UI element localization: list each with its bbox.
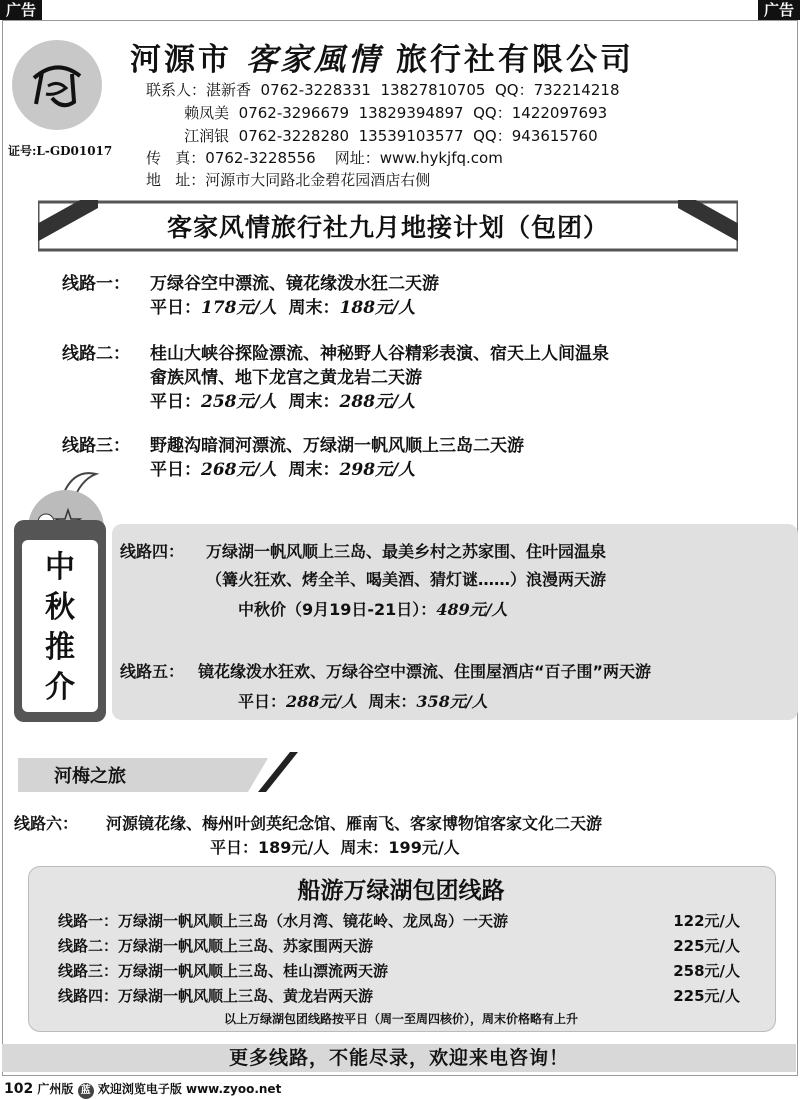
weekday-price: 268元/人 xyxy=(201,460,277,480)
edition-badge-icon: 蓝 xyxy=(78,1083,94,1099)
logo-mark-icon xyxy=(12,40,102,130)
route-4-label: 线路四： xyxy=(120,542,185,561)
contact-line-3: 江润银 0762-3228280 13539103577 QQ：943615760 xyxy=(146,127,598,145)
route-6-label: 线路六： xyxy=(14,814,79,833)
footer-slogan: 更多线路，不能尽录，欢迎来电咨询！ xyxy=(228,1047,569,1069)
weekday-price: 288元/人 xyxy=(286,692,358,711)
weekend-price: 188元/人 xyxy=(339,298,416,318)
mid-autumn-price: 489元/人 xyxy=(436,600,508,619)
weekday-label: 平日： xyxy=(150,460,201,480)
weekday-label: 平日： xyxy=(150,392,201,412)
route-4-desc-2: （篝火狂欢、烤全羊、喝美酒、猜灯谜……）浪漫两天游 xyxy=(206,570,607,589)
route-6-price xyxy=(210,836,460,860)
company-prefix: 河源市 xyxy=(130,42,232,78)
boat-route-price: 225元/人 xyxy=(673,987,740,1005)
route-1-price xyxy=(150,296,415,320)
contact-line-1: 联系人：湛新香 0762-3228331 13827810705 QQ：732214218 xyxy=(146,81,620,99)
route-5-label: 线路五： xyxy=(120,662,185,681)
weekday-price: 189元/人 xyxy=(258,838,330,857)
edition-label: 广州版 xyxy=(37,1082,74,1096)
boat-route-price: 122元/人 xyxy=(673,912,740,930)
boat-route-text: 线路三：万绿湖一帆风顺上三岛、桂山漂流两天游 xyxy=(58,962,389,980)
weekend-label: 周末： xyxy=(288,460,340,480)
company-brand: 客家風情 xyxy=(246,42,382,78)
address-line: 地 址：河源市大同路北金碧花园酒店右侧 xyxy=(146,171,431,189)
route-6-desc: 河源镜花缘、梅州叶剑英纪念馆、雁南飞、客家博物馆客家文化二天游 xyxy=(106,814,603,833)
fax-website-line: 传 真：0762-3228556 网址：www.hykjfq.com xyxy=(146,149,503,167)
boat-route-row xyxy=(58,935,748,956)
page-footer-line xyxy=(4,1080,281,1099)
website-promo: 欢迎浏览电子版 www.zyoo.net xyxy=(97,1082,282,1096)
weekday-label: 平日： xyxy=(238,692,287,711)
weekend-price: 288元/人 xyxy=(339,392,416,412)
weekday-price: 258元/人 xyxy=(201,392,277,412)
company-name xyxy=(130,34,634,79)
route-5-price xyxy=(238,690,488,714)
ad-label-right: 广告 xyxy=(758,0,800,20)
route-3-label: 线路三： xyxy=(62,436,130,456)
weekend-label: 周末： xyxy=(368,692,417,711)
weekend-price: 199元/人 xyxy=(388,838,460,857)
tag-char: 中 xyxy=(45,550,75,585)
route-2-label: 线路二： xyxy=(62,344,130,364)
tag-char: 秋 xyxy=(45,590,75,625)
plan-title: 客家风情旅行社九月地接计划（包团） xyxy=(166,213,609,242)
price-label: 中秋价（9月19日-21日）： xyxy=(238,600,437,619)
weekend-label: 周末： xyxy=(340,838,389,857)
contact-line-2: 赖凤美 0762-3296679 13829394897 QQ：1422097693 xyxy=(146,104,608,122)
route-3-price xyxy=(150,458,415,482)
route-4-price xyxy=(238,598,508,622)
weekend-label: 周末： xyxy=(288,392,340,412)
boat-route-row xyxy=(58,960,748,981)
route-1-desc: 万绿谷空中漂流、镜花缘泼水狂二天游 xyxy=(150,274,439,294)
weekend-label: 周末： xyxy=(288,298,340,318)
company-suffix: 旅行社有限公司 xyxy=(396,42,634,78)
he-mei-title: 河梅之旅 xyxy=(54,766,126,787)
ad-label-left: 广告 xyxy=(0,0,42,20)
route-5-desc: 镜花缘泼水狂欢、万绿谷空中漂流、住围屋酒店“百子围”两天游 xyxy=(198,662,652,681)
boat-route-text: 线路四：万绿湖一帆风顺上三岛、黄龙岩两天游 xyxy=(58,987,374,1005)
boat-tour-note: 以上万绿湖包团线路按平日（周一至周四核价），周末价格略有上升 xyxy=(223,1012,578,1026)
weekend-price: 358元/人 xyxy=(416,692,488,711)
route-2-price xyxy=(150,390,415,414)
boat-route-text: 线路一：万绿湖一帆风顺上三岛（水月湾、镜花岭、龙凤岛）一天游 xyxy=(58,912,509,930)
boat-route-price: 258元/人 xyxy=(673,962,740,980)
route-1-label: 线路一： xyxy=(62,274,130,294)
weekday-label: 平日： xyxy=(210,838,259,857)
boat-route-row xyxy=(58,985,748,1006)
license-number: 证号:L-GD01017 xyxy=(8,144,113,158)
route-2-desc-1: 桂山大峡谷探险漂流、神秘野人谷精彩表演、宿天上人间温泉 xyxy=(150,344,609,364)
weekday-label: 平日： xyxy=(150,298,201,318)
boat-route-row xyxy=(58,910,748,931)
company-logo xyxy=(12,40,102,130)
page-number: 102 xyxy=(4,1081,34,1097)
route-3-desc: 野趣沟暗洞河漂流、万绿湖一帆风顺上三岛二天游 xyxy=(150,436,524,456)
weekend-price: 298元/人 xyxy=(339,460,416,480)
mid-autumn-tag-text xyxy=(22,548,98,708)
route-2-desc-2: 畲族风情、地下龙宫之黄龙岩二天游 xyxy=(150,368,422,388)
boat-tour-title: 船游万绿湖包团线路 xyxy=(297,878,505,904)
tag-char: 介 xyxy=(45,670,75,705)
boat-route-price: 225元/人 xyxy=(673,937,740,955)
boat-route-text: 线路二：万绿湖一帆风顺上三岛、苏家围两天游 xyxy=(58,937,374,955)
weekday-price: 178元/人 xyxy=(201,298,277,318)
route-4-desc-1: 万绿湖一帆风顺上三岛、最美乡村之苏家围、住叶园温泉 xyxy=(206,542,607,561)
tag-char: 推 xyxy=(45,630,75,665)
